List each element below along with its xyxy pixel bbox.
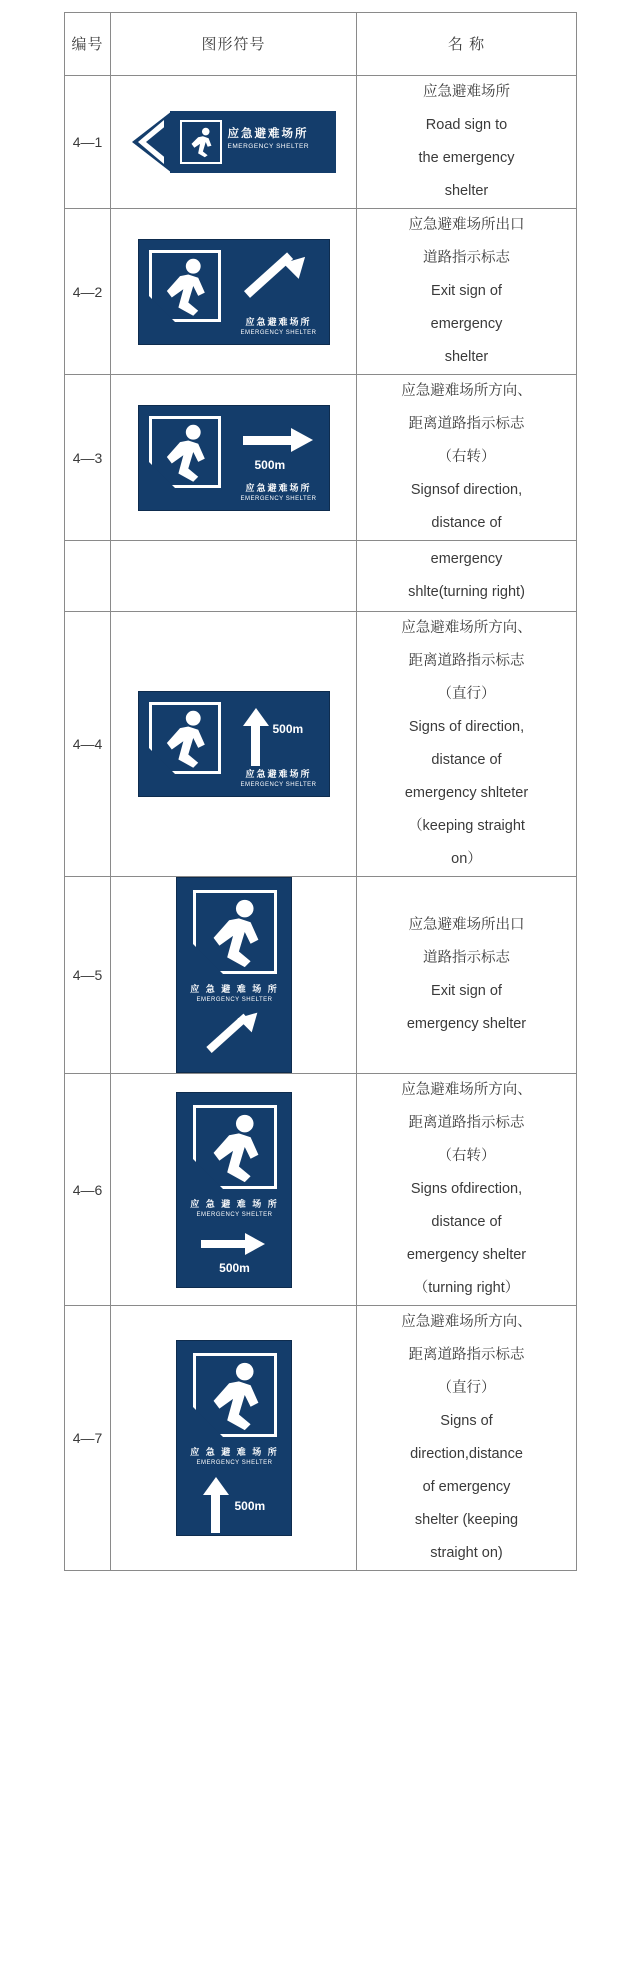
sign-caption-en: EMERGENCY SHELTER bbox=[196, 1211, 273, 1218]
sign-caption-en: EMERGENCY SHELTER bbox=[196, 1460, 273, 1466]
arrow-head bbox=[237, 1006, 264, 1033]
sign-caption-cn: 应急避难场所 bbox=[245, 769, 312, 779]
table-row bbox=[65, 612, 577, 877]
sign-caption-cn: 应急避难场所 bbox=[227, 128, 309, 140]
header-symbol: 图形符号 bbox=[111, 13, 357, 76]
name-line: emergency bbox=[430, 316, 503, 332]
row-symbol bbox=[111, 1306, 357, 1571]
row-name bbox=[357, 541, 577, 612]
sign-caption-cn: 应 急 避 难 场 所 bbox=[190, 1447, 279, 1457]
header-number: 编号 bbox=[65, 13, 111, 76]
running-man-icon bbox=[180, 120, 222, 164]
name-line: emergency shelter bbox=[406, 1247, 527, 1263]
name-line: 距离道路指示标志 bbox=[408, 416, 525, 432]
row-symbol bbox=[111, 1074, 357, 1306]
name-line: on） bbox=[451, 851, 482, 867]
sign-caption bbox=[235, 315, 323, 336]
sign-corner-cut bbox=[193, 944, 223, 974]
table-row bbox=[65, 209, 577, 375]
sign-corner-cut bbox=[149, 462, 175, 488]
name-line: Signs of direction, bbox=[408, 719, 525, 735]
table-row bbox=[65, 1306, 577, 1571]
name-line: Exit sign of bbox=[431, 283, 502, 299]
arrow-up-icon bbox=[203, 1477, 229, 1533]
name-line: distance of bbox=[431, 752, 502, 768]
name-line: shelter (keeping bbox=[414, 1512, 519, 1528]
row-number: 4—4 bbox=[65, 612, 111, 877]
name-line: emergency shlteter bbox=[404, 785, 529, 801]
row-number: 4—7 bbox=[65, 1306, 111, 1571]
name-line: distance of bbox=[431, 1214, 502, 1230]
name-line: 应急避难场所出口 bbox=[408, 217, 525, 233]
chevron-left-core-icon bbox=[146, 124, 168, 160]
name-line: （turning right） bbox=[413, 1280, 520, 1296]
arrow-head bbox=[203, 1477, 229, 1495]
arrow-right-icon bbox=[243, 428, 317, 452]
sign-distance: 500m bbox=[272, 722, 304, 736]
emergency-shelter-sign-table bbox=[64, 12, 577, 1571]
name-line: Road sign to bbox=[425, 117, 508, 133]
arrow-head bbox=[243, 708, 269, 726]
name-line: emergency shelter bbox=[406, 1016, 527, 1032]
name-line: 应急避难场所方向、 bbox=[401, 620, 532, 636]
name-line: shelter bbox=[444, 183, 489, 199]
sign-distance: 500m bbox=[234, 1499, 266, 1513]
sign-graphic-4-7 bbox=[176, 1340, 292, 1536]
sign-graphic-4-2 bbox=[138, 239, 330, 345]
arrow-shaft bbox=[211, 1491, 220, 1533]
row-number bbox=[65, 541, 111, 612]
name-line: direction,distance bbox=[410, 1446, 523, 1462]
name-line: （直行） bbox=[437, 1380, 496, 1396]
document-page bbox=[0, 12, 640, 1571]
name-line: 应急避难场所方向、 bbox=[401, 1082, 532, 1098]
header-name: 名 称 bbox=[357, 13, 577, 76]
name-line: straight on) bbox=[430, 1545, 503, 1561]
sign-distance: 500m bbox=[254, 457, 286, 472]
name-line: 道路指示标志 bbox=[423, 250, 510, 266]
row-name bbox=[357, 612, 577, 877]
name-line: Signs ofdirection, bbox=[410, 1181, 523, 1197]
name-line: 应急避难场所方向、 bbox=[401, 1314, 532, 1330]
row-number: 4—2 bbox=[65, 209, 111, 375]
sign-corner-cut bbox=[149, 748, 175, 774]
sign-caption-en: EMERGENCY SHELTER bbox=[240, 495, 317, 502]
name-line: shelter bbox=[444, 349, 489, 365]
name-line: （右转） bbox=[437, 1148, 496, 1164]
name-line: distance of bbox=[431, 515, 502, 531]
table-row bbox=[65, 877, 577, 1074]
arrow-right-icon bbox=[201, 1233, 271, 1255]
name-line: （右转） bbox=[437, 449, 496, 465]
sign-corner-cut bbox=[193, 1407, 223, 1437]
arrow-shaft bbox=[251, 722, 260, 766]
sign-caption-cn: 应 急 避 难 场 所 bbox=[190, 984, 279, 994]
table-body bbox=[65, 76, 577, 1571]
table-row bbox=[65, 76, 577, 209]
sign-caption bbox=[177, 1197, 293, 1218]
name-line: 应急避难场所出口 bbox=[408, 917, 525, 933]
name-line: （keeping straight bbox=[408, 818, 525, 834]
sign-caption-cn: 应急避难场所 bbox=[245, 482, 312, 493]
row-number: 4—5 bbox=[65, 877, 111, 1074]
name-line: Signs of bbox=[440, 1413, 493, 1429]
row-name bbox=[357, 209, 577, 375]
sign-distance: 500m bbox=[219, 1260, 250, 1275]
sign-caption bbox=[228, 125, 310, 150]
arrow-up-right-icon bbox=[243, 256, 309, 308]
name-line: 应急避难场所 bbox=[423, 84, 510, 100]
row-symbol bbox=[111, 877, 357, 1074]
sign-graphic-4-5 bbox=[176, 877, 292, 1073]
row-name bbox=[357, 375, 577, 541]
name-line: 应急避难场所方向、 bbox=[401, 383, 532, 399]
table-row bbox=[65, 1074, 577, 1306]
row-number: 4—6 bbox=[65, 1074, 111, 1306]
row-symbol bbox=[111, 612, 357, 877]
sign-caption-cn: 应 急 避 难 场 所 bbox=[190, 1198, 279, 1209]
name-line: （直行） bbox=[437, 686, 496, 702]
arrow-shaft bbox=[243, 436, 295, 445]
arrow-head bbox=[291, 428, 313, 452]
sign-caption bbox=[235, 481, 323, 502]
sign-caption bbox=[177, 982, 293, 1003]
sign-corner-cut bbox=[149, 296, 175, 322]
table-row bbox=[65, 541, 577, 612]
sign-caption-en: EMERGENCY SHELTER bbox=[227, 143, 310, 150]
name-line: shlte(turning right) bbox=[408, 584, 525, 600]
sign-graphic-4-4 bbox=[138, 691, 330, 797]
table-header bbox=[65, 13, 577, 76]
name-line: Signsof direction, bbox=[410, 482, 523, 498]
row-symbol bbox=[111, 375, 357, 541]
table-header-row bbox=[65, 13, 577, 76]
name-line: emergency bbox=[430, 551, 503, 567]
table-row bbox=[65, 375, 577, 541]
name-line: 距离道路指示标志 bbox=[408, 1115, 525, 1131]
sign-caption-cn: 应急避难场所 bbox=[245, 316, 312, 327]
sign-corner-cut bbox=[193, 1159, 223, 1189]
row-symbol bbox=[111, 541, 357, 612]
sign-caption-en: EMERGENCY SHELTER bbox=[240, 329, 317, 336]
sign-caption-en: EMERGENCY SHELTER bbox=[240, 782, 317, 788]
sign-graphic-4-1 bbox=[132, 111, 336, 173]
name-line: the emergency bbox=[418, 150, 515, 166]
row-symbol bbox=[111, 76, 357, 209]
sign-graphic-4-3 bbox=[138, 405, 330, 511]
row-name bbox=[357, 1306, 577, 1571]
sign-caption bbox=[177, 1445, 293, 1466]
name-line: of emergency bbox=[422, 1479, 511, 1495]
sign-graphic-4-6 bbox=[176, 1092, 292, 1288]
arrow-head bbox=[245, 1233, 265, 1255]
row-symbol bbox=[111, 209, 357, 375]
row-number: 4—3 bbox=[65, 375, 111, 541]
row-name bbox=[357, 877, 577, 1074]
arrow-shaft bbox=[243, 252, 292, 297]
row-name bbox=[357, 1074, 577, 1306]
name-line: Exit sign of bbox=[431, 983, 502, 999]
name-line: 距离道路指示标志 bbox=[408, 1347, 525, 1363]
name-line: 道路指示标志 bbox=[423, 950, 510, 966]
sign-caption bbox=[235, 767, 323, 788]
arrow-shaft bbox=[201, 1240, 249, 1248]
arrow-up-right-icon bbox=[207, 1012, 263, 1058]
name-line: 距离道路指示标志 bbox=[408, 653, 525, 669]
row-number: 4—1 bbox=[65, 76, 111, 209]
arrow-up-icon bbox=[243, 708, 269, 766]
row-name bbox=[357, 76, 577, 209]
sign-caption-en: EMERGENCY SHELTER bbox=[196, 997, 273, 1003]
